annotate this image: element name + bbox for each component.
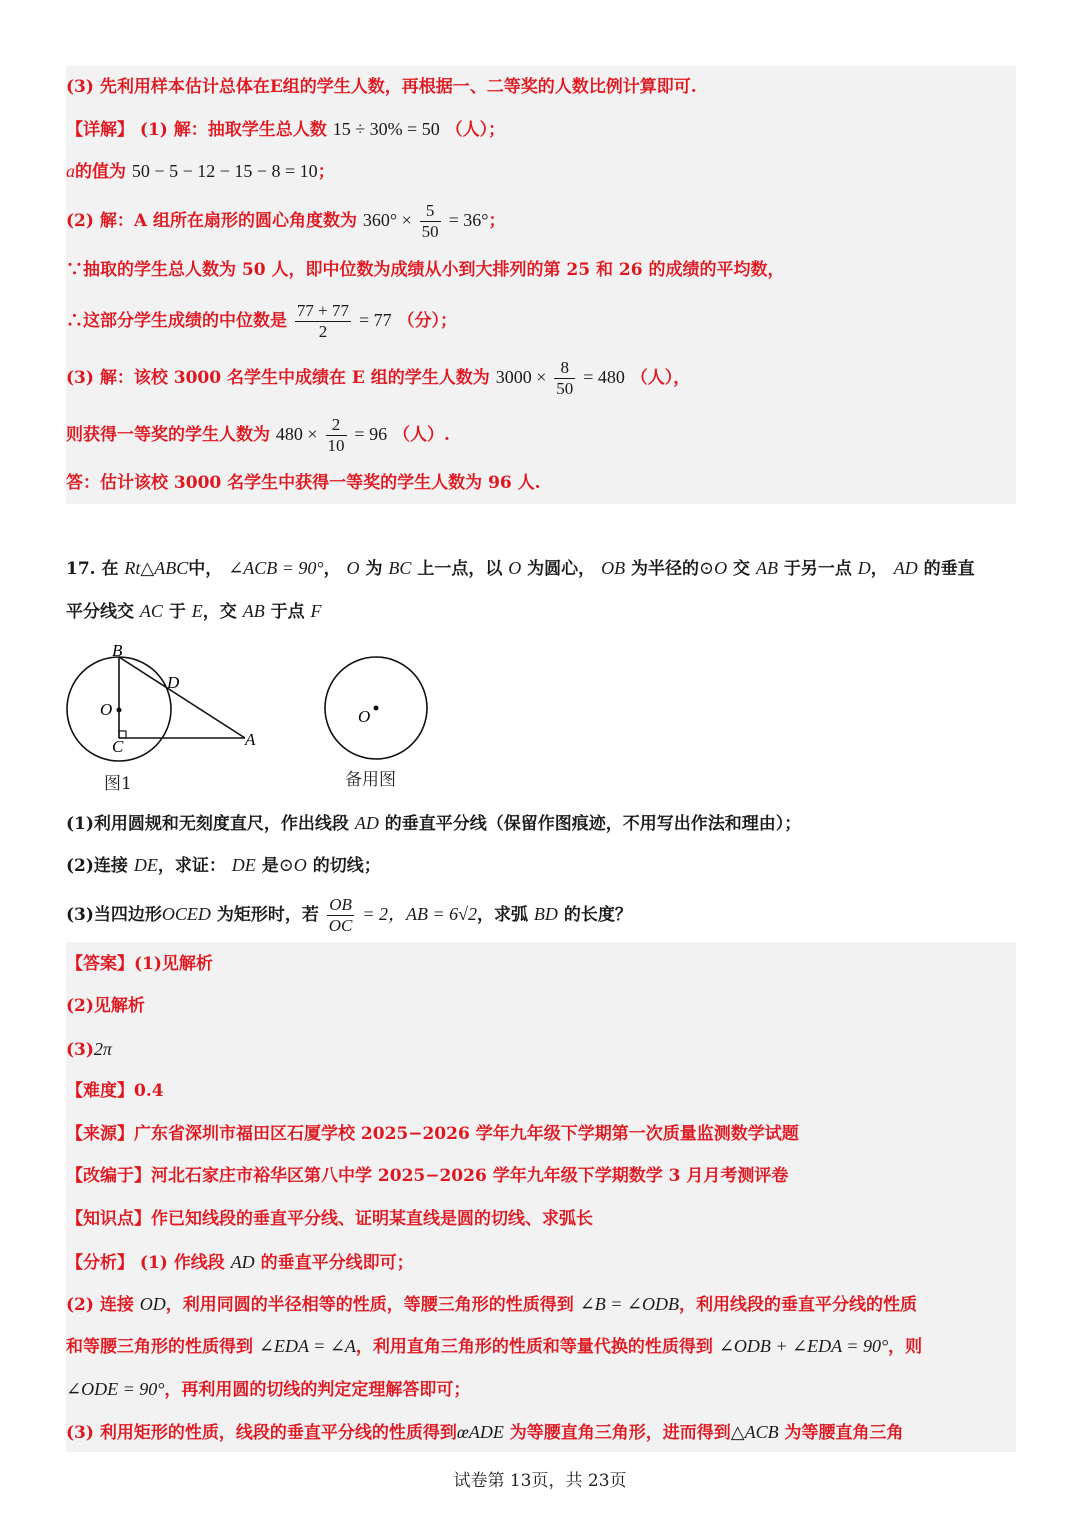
- a-text: 的值为: [75, 162, 126, 182]
- q2-text: 是: [261, 856, 279, 876]
- q3-den: OC: [328, 916, 353, 935]
- first-prize-den: 10: [327, 436, 345, 455]
- p3-math-b: = 480: [583, 367, 625, 387]
- figure-1-caption: 图1: [104, 774, 132, 794]
- q2-circle: ⊙O: [278, 855, 307, 875]
- source-label: 【来源】: [66, 1124, 134, 1144]
- q3-text: (3)当四边形: [66, 905, 162, 925]
- analysis-math: △ACB: [730, 1422, 779, 1442]
- analysis-text: ，再利用圆的切线的判定定理解答即可；: [164, 1380, 471, 1400]
- first-prize-math-b: = 96: [354, 424, 388, 444]
- p17-O: O: [508, 558, 522, 578]
- p2-fraction: [420, 201, 441, 242]
- first-prize-fraction: [326, 415, 347, 456]
- difficulty-value: 0.4: [134, 1081, 164, 1101]
- p17-AD: AD: [893, 558, 918, 578]
- median-fraction: [295, 301, 351, 342]
- analysis-OD: OD: [139, 1294, 166, 1314]
- answer-label: 【答案】: [66, 954, 134, 974]
- p3-suffix: （人），: [630, 368, 691, 388]
- p3-den: 50: [556, 379, 574, 398]
- analysis-text: (1) 作线段: [139, 1253, 225, 1273]
- p3-math-a: 3000 ×: [495, 367, 547, 387]
- p17-F: F: [310, 601, 322, 621]
- first-prize-num: 2: [326, 415, 347, 436]
- q2-text: (2)连接: [66, 856, 128, 876]
- backup-label-O: O: [358, 707, 371, 726]
- p17-text: 的垂直: [923, 559, 975, 579]
- q2-DE: DE: [133, 855, 158, 875]
- label-D: D: [167, 673, 180, 692]
- adapted-label: 【改编于】: [66, 1166, 151, 1186]
- median-suffix: （分）；: [397, 311, 458, 331]
- analysis-text: ，则: [888, 1337, 923, 1357]
- detail1-math: 15 ÷ 30% = 50: [332, 119, 440, 139]
- p17-E: E: [191, 601, 203, 621]
- q1-text: 的垂直平分线（保留作图痕迹，不用写出作法和理由）；: [384, 814, 802, 834]
- answer-17-3: [66, 1038, 112, 1061]
- q2-DE: DE: [231, 855, 256, 875]
- answer-3-math: 2π: [93, 1039, 112, 1059]
- source-text: 广东省深圳市福田区石厦学校 2025−2026 学年九年级下学期第一次质量监测数学试题: [134, 1124, 799, 1144]
- analysis-math: ∠ODE = 90°: [66, 1379, 165, 1399]
- because-line: ∵抽取的学生总人数为 50 人，即中位数为成绩从小到大排列的第 25 和 26 的成绩的平均数，: [66, 260, 785, 280]
- first-prize-prefix: 则获得一等奖的学生人数为: [66, 425, 270, 445]
- analysis-text: 的垂直平分线即可；: [260, 1253, 414, 1273]
- p17-text: ，: [870, 559, 888, 579]
- p2-prefix: (2) 解：A 组所在扇形的圆心角度数为: [66, 211, 357, 231]
- analysis-text: 为等腰直角三角形，进而得到: [509, 1423, 731, 1443]
- p2-math-a: 360° ×: [362, 210, 412, 230]
- label-O: O: [100, 700, 113, 719]
- p17-AB: AB: [755, 558, 778, 578]
- backup-figure: [318, 650, 438, 770]
- p17-text: 于另一点: [783, 559, 852, 579]
- answer-3-prefix: (3): [66, 1040, 94, 1060]
- backup-center-dot: [374, 706, 379, 711]
- q3-OCED: OCED: [161, 904, 211, 924]
- center-dot: [117, 708, 122, 713]
- q2-text: 的切线；: [312, 856, 381, 876]
- analysis-math: ∠ODB + ∠EDA = 90°: [718, 1336, 889, 1356]
- median-math: = 77: [358, 310, 392, 330]
- analysis-label: 【分析】: [66, 1253, 134, 1273]
- source-line: [66, 1123, 799, 1145]
- analysis-math: ∠B = ∠ODB: [579, 1294, 679, 1314]
- p2-den: 50: [421, 222, 439, 241]
- analysis-1: [66, 1251, 414, 1274]
- p17-text: 为半径的: [631, 559, 700, 579]
- label-A: A: [245, 730, 256, 749]
- p17-text: 交: [733, 559, 751, 579]
- segment-BA: [119, 657, 245, 738]
- analysis-math: ∠EDA = ∠A: [258, 1336, 356, 1356]
- median-num: 77 + 77: [296, 301, 350, 320]
- answer-17-2: (2)见解析: [66, 996, 145, 1016]
- difficulty-label: 【难度】: [66, 1081, 134, 1101]
- p17-text: ，: [323, 559, 341, 579]
- analysis-3: [66, 1335, 922, 1358]
- knowledge-line: [66, 1208, 593, 1230]
- p3-prefix: (3) 解：该校 3000 名学生中成绩在 E 组的学生人数为: [66, 368, 490, 388]
- a-var: a: [66, 161, 75, 181]
- analysis-text: (2) 连接: [66, 1295, 134, 1315]
- analysis-text: 和等腰三角形的性质得到: [66, 1337, 253, 1357]
- label-B: B: [112, 641, 123, 660]
- q3-text: ，求弧: [476, 905, 528, 925]
- analysis-math: œADE: [456, 1422, 504, 1442]
- q2-text: ，求证：: [157, 856, 226, 876]
- median-den: 2: [318, 322, 328, 341]
- knowledge-label: 【知识点】: [66, 1209, 151, 1229]
- p17-circle: ⊙O: [699, 558, 728, 578]
- p17-AC: AC: [139, 601, 163, 621]
- adapted-line: [66, 1165, 788, 1187]
- median-prefix: ∴这部分学生成绩的中位数是: [66, 311, 287, 331]
- solution17-panel: [66, 942, 1016, 1452]
- hint-3: (3) 先利用样本估计总体在E组的学生人数，再根据一、二等奖的人数比例计算即可.: [66, 77, 697, 97]
- analysis-text: (3) 利用矩形的性质，线段的垂直平分线的性质得到: [66, 1423, 457, 1443]
- p2-suffix: ；: [488, 211, 506, 231]
- q3-fraction: [327, 895, 355, 936]
- first-prize-math-a: 480 ×: [275, 424, 318, 444]
- a-value-line: [66, 160, 335, 183]
- answer16-line: 答：估计该校 3000 名学生中获得一等奖的学生人数为 96 人.: [66, 473, 541, 493]
- q3-num: OB: [327, 895, 355, 916]
- p17-AB: AB: [242, 601, 265, 621]
- p3-num: 8: [554, 358, 575, 379]
- analysis-2: [66, 1293, 917, 1316]
- p17-OB: OB: [601, 558, 626, 578]
- label-C: C: [112, 737, 124, 756]
- adapted-text: 河北石家庄市裕华区第八中学 2025−2026 学年九年级下学期数学 3 月月考测评卷: [151, 1166, 789, 1186]
- p17-D: D: [857, 558, 871, 578]
- p17-text: 于点: [270, 602, 305, 622]
- first-prize-suffix: （人）.: [393, 425, 450, 445]
- p17-angle: ∠ACB = 90°: [228, 558, 324, 578]
- figure-1: [60, 640, 270, 765]
- question-1: [66, 812, 801, 835]
- p17-rt: Rt△ABC: [124, 558, 189, 578]
- detail1-suffix: （人）；: [445, 120, 506, 140]
- p17-text: 为圆心，: [527, 559, 596, 579]
- p17-BC: BC: [388, 558, 412, 578]
- q1-text: (1)利用圆规和无刻度直尺，作出线段: [66, 814, 349, 834]
- p17-text: 17. 在: [66, 559, 119, 579]
- p17-text: 于: [168, 602, 186, 622]
- median-line: [66, 298, 457, 343]
- analysis-text: ，利用同圆的半径相等的性质，等腰三角形的性质得到: [165, 1295, 574, 1315]
- a-math: 50 − 5 − 12 − 15 − 8 = 10: [131, 161, 318, 181]
- q3-text: 为矩形时，若: [216, 905, 319, 925]
- problem17-line2: [66, 600, 322, 623]
- analysis-AD: AD: [230, 1252, 255, 1272]
- first-prize-line: [66, 412, 450, 457]
- p3-fraction: [554, 358, 575, 399]
- q3-text: 的长度？: [563, 905, 632, 925]
- analysis-4: [66, 1378, 470, 1401]
- q3-BD: BD: [533, 904, 558, 924]
- knowledge-text: 作已知线段的垂直平分线、证明某直线是圆的切线、求弧长: [151, 1209, 593, 1229]
- p17-O: O: [346, 558, 360, 578]
- answer-1: (1)见解析: [134, 954, 213, 974]
- p2-math-b: = 36°: [448, 210, 489, 230]
- detail-label: 【详解】: [66, 120, 134, 140]
- part3-line: [66, 355, 690, 400]
- question-2: [66, 854, 381, 877]
- p2-num: 5: [420, 201, 441, 222]
- problem17-line1: [66, 557, 975, 580]
- backup-figure-caption: 备用图: [345, 770, 396, 790]
- q3-math: = 2，AB = 6√2: [362, 904, 477, 924]
- p17-text: 上一点，以: [417, 559, 503, 579]
- q1-AD: AD: [354, 813, 379, 833]
- analysis-text: ，利用线段的垂直平分线的性质: [679, 1295, 917, 1315]
- detail1-prefix: (1) 解：抽取学生总人数: [139, 120, 327, 140]
- difficulty-line: [66, 1080, 164, 1102]
- question-3: [66, 892, 632, 937]
- page-footer: 试卷第 13页，共 23页: [453, 1471, 627, 1491]
- answer-17: [66, 953, 213, 975]
- detail-1: [66, 118, 505, 141]
- p17-text: 平分线交: [66, 602, 134, 622]
- p17-text: 中，: [188, 559, 223, 579]
- a-suffix: ；: [317, 162, 335, 182]
- analysis-text: 为等腰直角三角: [784, 1423, 904, 1443]
- p17-text: ，交: [202, 602, 237, 622]
- analysis-5: [66, 1421, 904, 1444]
- analysis-text: ，利用直角三角形的性质和等量代换的性质得到: [355, 1337, 713, 1357]
- p17-text: 为: [365, 559, 383, 579]
- part2-line: [66, 198, 505, 243]
